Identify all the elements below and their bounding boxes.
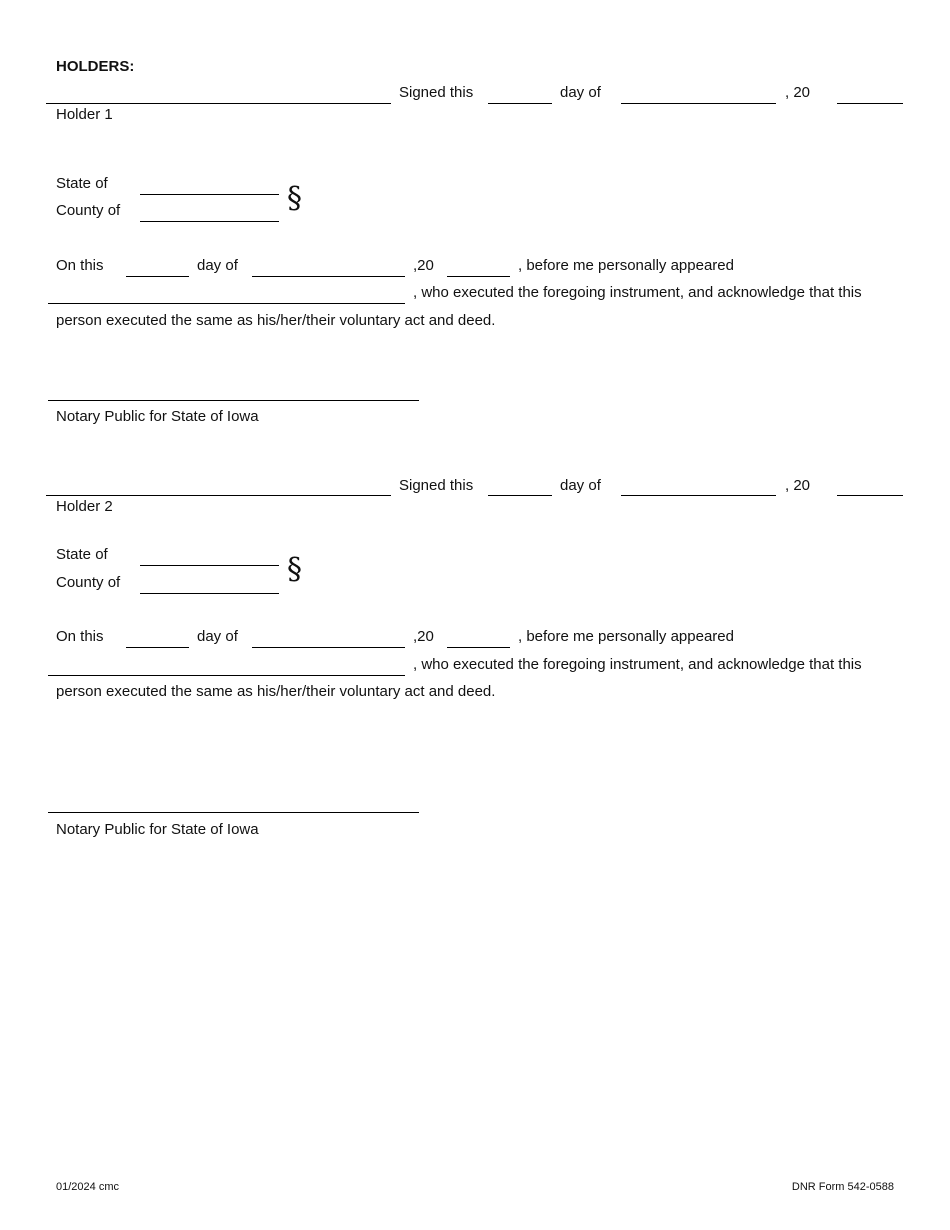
holder2-signed-this-label: Signed this xyxy=(399,477,474,494)
holder2-comma-20-label: , 20 xyxy=(785,477,811,494)
holder2-county-field[interactable] xyxy=(140,593,279,594)
holder1-state-of-label: State of xyxy=(56,175,108,192)
holder2-notary-signature-line[interactable] xyxy=(48,812,419,813)
holder2-signed-day-field[interactable] xyxy=(488,495,552,496)
holder1-state-field[interactable] xyxy=(140,194,279,195)
holder1-who-executed-text: , who executed the foregoing instrument, and acknowledge that this xyxy=(413,284,862,301)
holder1-notary-signature-line[interactable] xyxy=(48,400,419,401)
holder1-ack-20-label: ,20 xyxy=(413,257,434,274)
holder2-signed-year-field[interactable] xyxy=(837,495,903,496)
holder1-signed-year-field[interactable] xyxy=(837,103,903,104)
holder1-appeared-name-field[interactable] xyxy=(48,303,405,304)
holder1-comma-20-label: , 20 xyxy=(785,84,811,101)
holder1-signature-line[interactable] xyxy=(46,103,391,104)
holder2-ack-20-label: ,20 xyxy=(413,628,434,645)
holder1-county-field[interactable] xyxy=(140,221,279,222)
holder2-day-of-label: day of xyxy=(560,477,601,494)
footer-date-code: 01/2024 cmc xyxy=(56,1181,119,1193)
holder1-person-executed-text: person executed the same as his/her/their voluntary act and deed. xyxy=(56,312,496,329)
holder2-state-field[interactable] xyxy=(140,565,279,566)
holder2-ack-day-of-label: day of xyxy=(197,628,238,645)
holder1-signed-month-field[interactable] xyxy=(621,103,776,104)
holder2-ack-day-field[interactable] xyxy=(126,647,189,648)
holder2-on-this-label: On this xyxy=(56,628,104,645)
holder1-on-this-label: On this xyxy=(56,257,104,274)
holder1-notary-label: Notary Public for State of Iowa xyxy=(56,408,259,425)
holder2-notary-label: Notary Public for State of Iowa xyxy=(56,821,259,838)
holder2-signed-month-field[interactable] xyxy=(621,495,776,496)
holder1-ack-month-field[interactable] xyxy=(252,276,405,277)
holder1-ack-day-of-label: day of xyxy=(197,257,238,274)
holder2-section-symbol: § xyxy=(287,552,302,587)
holder1-county-of-label: County of xyxy=(56,202,121,219)
holder1-section-symbol: § xyxy=(287,181,302,216)
holder1-signed-day-field[interactable] xyxy=(488,103,552,104)
holder1-ack-year-field[interactable] xyxy=(447,276,510,277)
holder1-signed-this-label: Signed this xyxy=(399,84,474,101)
holder2-ack-month-field[interactable] xyxy=(252,647,405,648)
holder2-county-of-label: County of xyxy=(56,574,121,591)
holders-heading: HOLDERS: xyxy=(56,58,135,75)
holder2-person-executed-text: person executed the same as his/her/their voluntary act and deed. xyxy=(56,683,496,700)
holder2-signature-line[interactable] xyxy=(46,495,391,496)
holder2-before-me-text: , before me personally appeared xyxy=(518,628,734,645)
footer-form-number: DNR Form 542-0588 xyxy=(791,1181,894,1193)
holder2-ack-year-field[interactable] xyxy=(447,647,510,648)
holder1-before-me-text: , before me personally appeared xyxy=(518,257,734,274)
holder2-who-executed-text: , who executed the foregoing instrument, and acknowledge that this xyxy=(413,656,862,673)
holder1-day-of-label: day of xyxy=(560,84,601,101)
holder2-appeared-name-field[interactable] xyxy=(48,675,405,676)
holder1-ack-day-field[interactable] xyxy=(126,276,189,277)
holder2-state-of-label: State of xyxy=(56,546,108,563)
holder2-label: Holder 2 xyxy=(56,498,113,515)
holder1-label: Holder 1 xyxy=(56,106,113,123)
